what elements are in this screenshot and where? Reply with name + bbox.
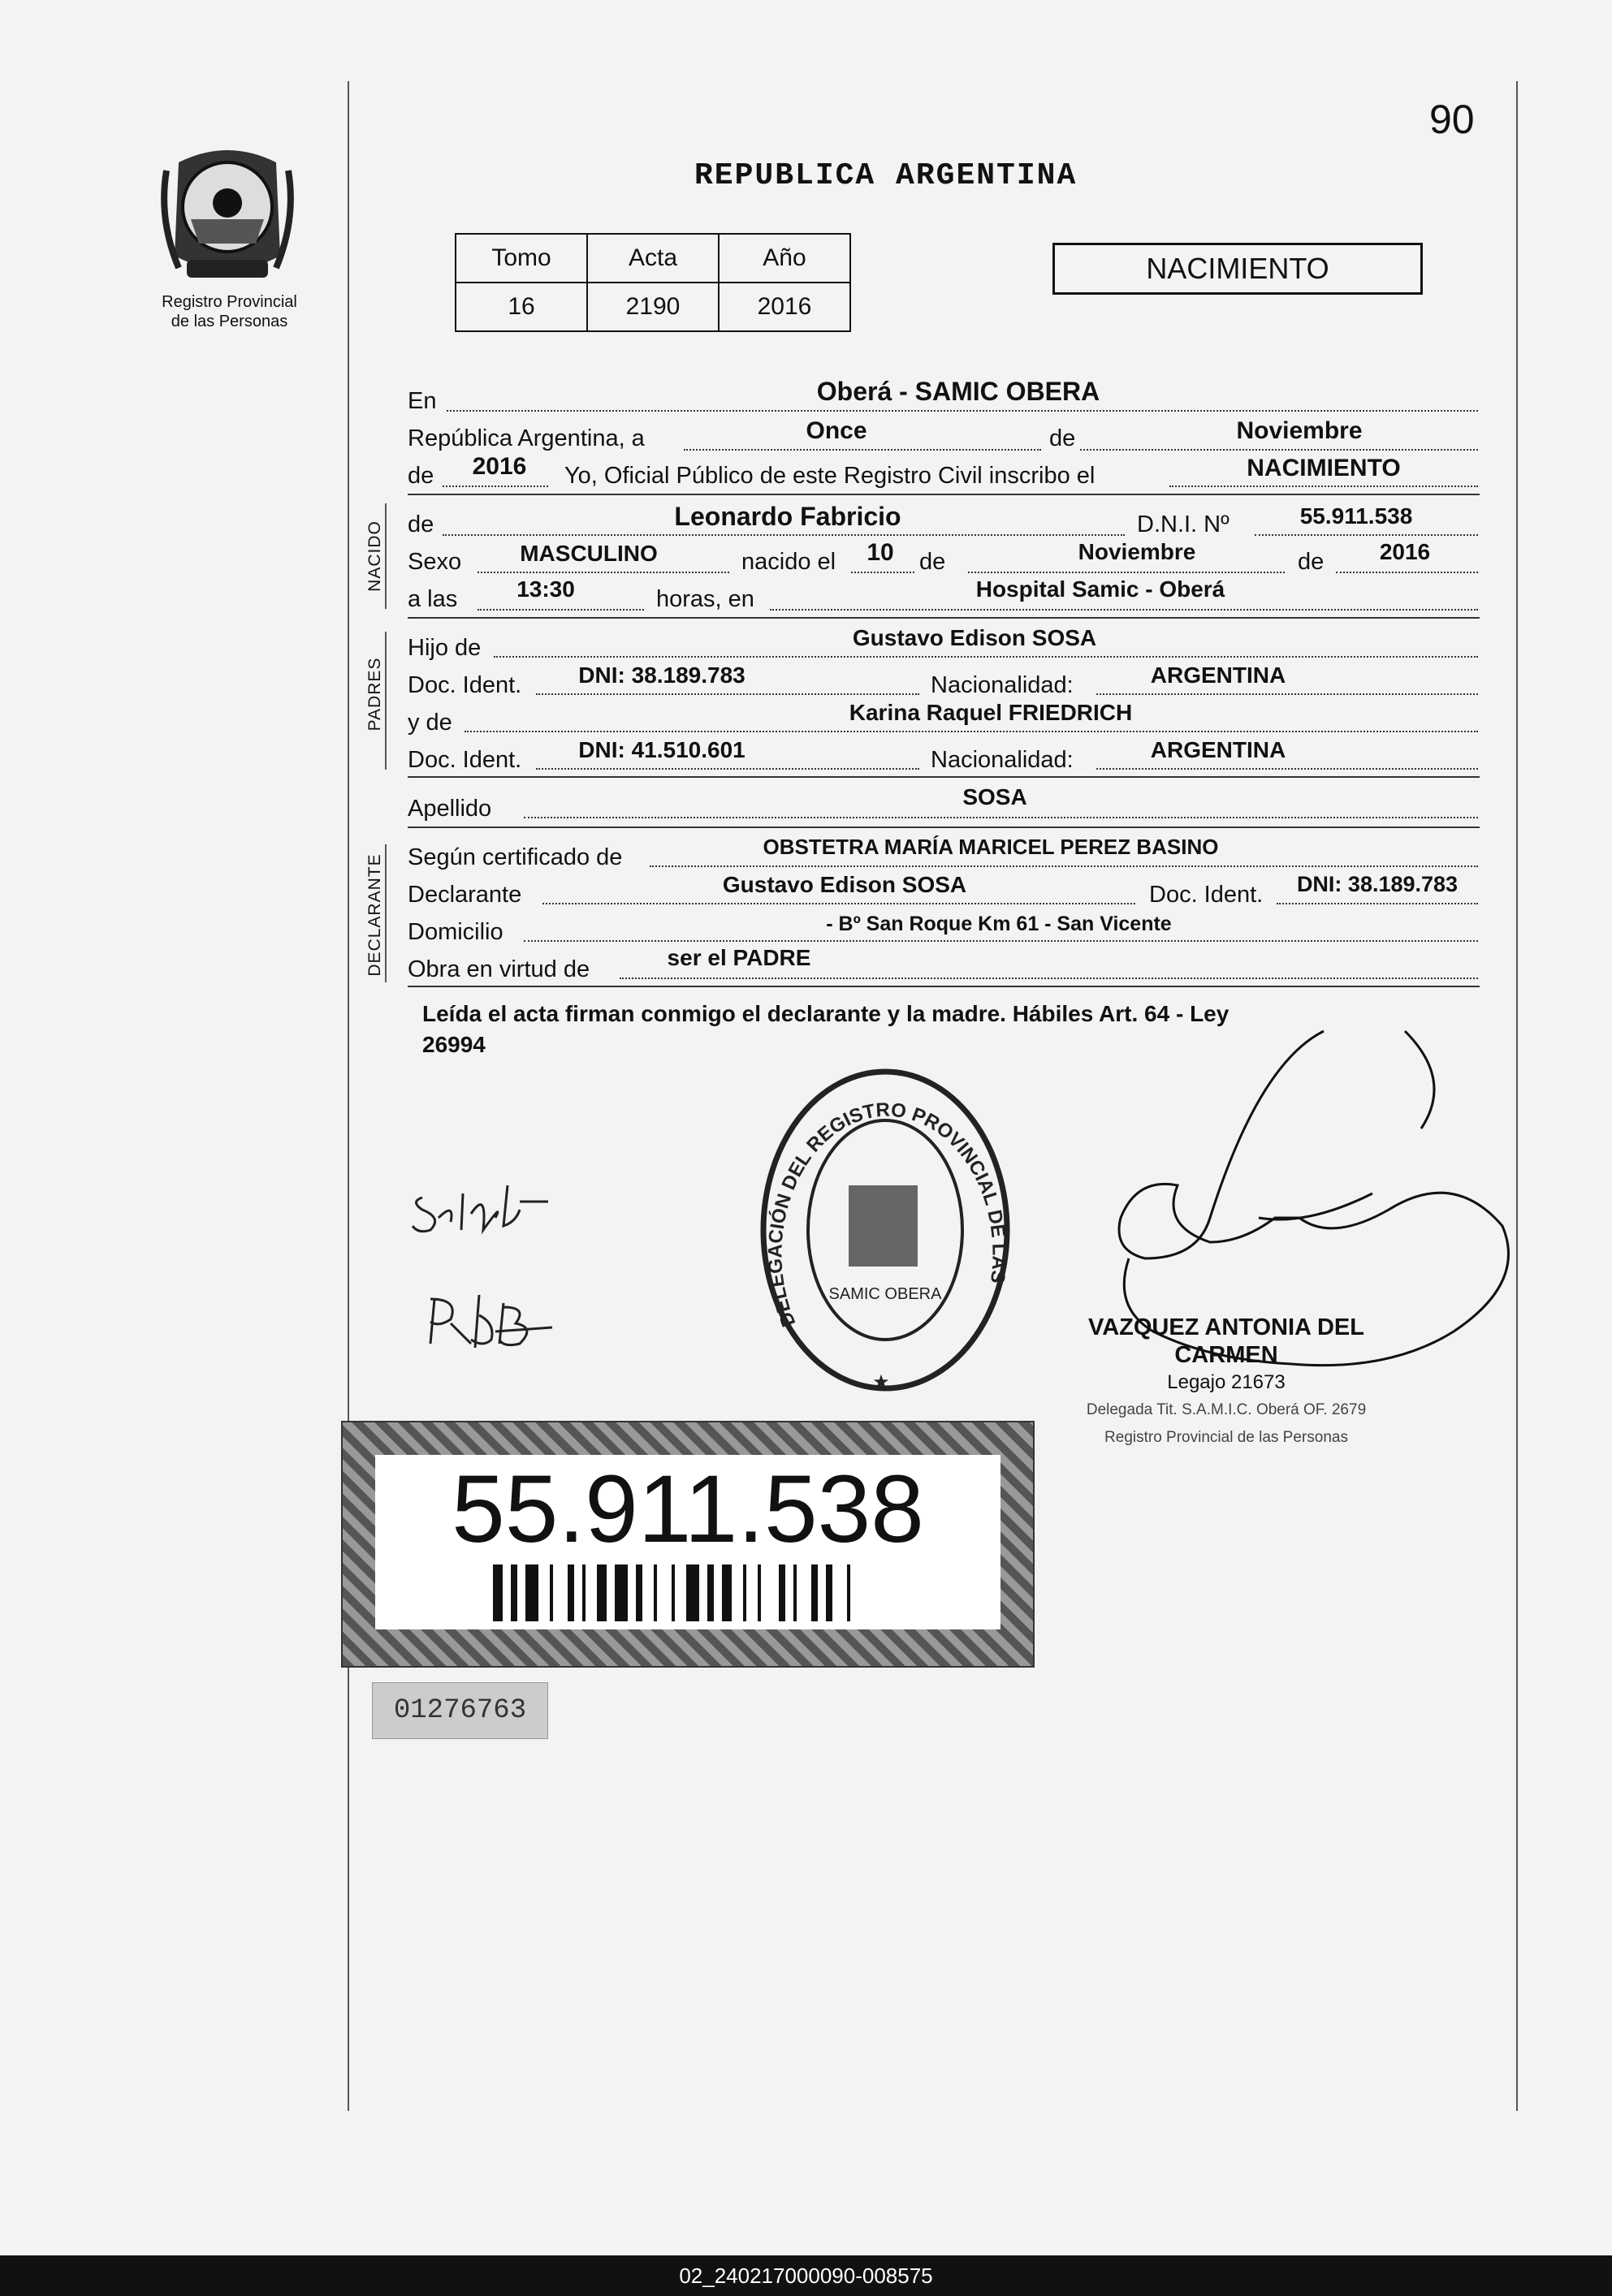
left-margin-line: [348, 81, 349, 2111]
dotline: [443, 534, 1125, 536]
anio-value: 2016: [719, 283, 850, 331]
dotline: [494, 656, 1478, 658]
dia-nac-value: 10: [867, 539, 894, 566]
barcode-bar: [743, 1564, 746, 1621]
madre-nac-value: ARGENTINA: [1150, 737, 1286, 762]
madre-doc-value: DNI: 41.510.601: [578, 737, 745, 762]
barcode-bar: [826, 1564, 832, 1621]
label-doc-ident: Doc. Ident.: [408, 747, 522, 773]
label-en: En: [408, 388, 437, 414]
section-label-padres: PADRES: [365, 657, 384, 732]
page-number: 90: [1429, 97, 1475, 142]
dotline: [620, 978, 1478, 979]
registry-line-2: de las Personas: [171, 313, 288, 330]
dotline: [447, 410, 1478, 412]
dotline: [968, 572, 1285, 573]
anio-nac-value: 2016: [1379, 539, 1431, 564]
separator: [408, 494, 1480, 495]
stamp-ring-text: DELEGACIÓN DEL REGISTRO PROVINCIAL DE LAS: [764, 1098, 1010, 1330]
mes-value: Noviembre: [1236, 417, 1363, 444]
label-a-las: a las: [408, 586, 458, 612]
label-apellido: Apellido: [408, 796, 492, 822]
barcode-bar: [582, 1564, 586, 1621]
dotline: [1336, 572, 1478, 573]
barcode-bar: [654, 1564, 657, 1621]
barcode-bar: [568, 1564, 574, 1621]
label-de: de: [1049, 425, 1076, 451]
label-de: de: [1298, 549, 1325, 575]
serial-number: 01276763: [372, 1682, 548, 1739]
barcode-inner-panel: [375, 1455, 1000, 1629]
barcode-bar: [493, 1564, 503, 1621]
barcode-bar: [758, 1564, 761, 1621]
dotline: [443, 486, 548, 487]
label-horas-en: horas, en: [656, 586, 754, 612]
tomo-acta-anio-table: [455, 233, 851, 332]
padre-nac-value: ARGENTINA: [1150, 662, 1286, 688]
anio-value: 2016: [472, 453, 527, 480]
barcode-bar: [525, 1564, 538, 1621]
dotline: [1255, 534, 1478, 536]
official-name: VAZQUEZ ANTONIA DEL CARMEN: [1088, 1314, 1364, 1368]
dotline: [1169, 486, 1478, 487]
label-de: de: [408, 463, 434, 489]
tomo-header: Tomo: [456, 234, 587, 283]
label-yo-oficial: Yo, Oficial Público de este Registro Civil inscribo el: [564, 463, 1096, 489]
label-de: de: [919, 549, 946, 575]
dotline: [536, 693, 919, 695]
label-nacido-el: nacido el: [741, 549, 836, 575]
certificado-value: OBSTETRA MARÍA MARICEL PEREZ BASINO: [763, 835, 1219, 859]
declarante-doc-value: DNI: 38.189.783: [1296, 872, 1459, 896]
barcode-bar: [636, 1564, 642, 1621]
label-doc-ident: Doc. Ident.: [1149, 882, 1264, 908]
dotline: [1096, 768, 1478, 770]
section-line: [385, 844, 387, 982]
hora-value: 13:30: [516, 576, 575, 602]
province-seal-logo: [158, 138, 296, 288]
label-declarante: Declarante: [408, 882, 522, 908]
section-label-declarante: DECLARANTE: [365, 853, 384, 977]
barcode-bar: [672, 1564, 675, 1621]
dotline: [650, 865, 1478, 867]
handwritten-signature-declarante: [406, 1169, 568, 1242]
label-nacionalidad: Nacionalidad:: [931, 672, 1074, 698]
acta-value: 2190: [587, 283, 719, 331]
separator: [408, 776, 1480, 778]
barcode-bar: [511, 1564, 517, 1621]
lugar-value: Oberá - SAMIC OBERA: [816, 377, 1100, 406]
domicilio-value: - Bº San Roque Km 61 - San Vicente: [826, 913, 1172, 935]
official-name-block: [1039, 1314, 1413, 1452]
padre-value: Gustavo Edison SOSA: [852, 625, 1097, 650]
dotline: [851, 572, 914, 573]
separator: [408, 986, 1480, 987]
dotline: [524, 817, 1478, 818]
dotline: [1080, 449, 1478, 451]
dotline: [478, 572, 729, 573]
mes-nac-value: Noviembre: [1078, 539, 1196, 564]
label-hijo-de: Hijo de: [408, 635, 482, 661]
nombre-value: Leonardo Fabricio: [674, 502, 901, 531]
dotline: [1096, 693, 1478, 695]
official-cargo: Delegada Tit. S.A.M.I.C. Oberá OF. 2679: [1086, 1401, 1367, 1418]
tomo-value: 16: [456, 283, 587, 331]
label-domicilio: Domicilio: [408, 919, 503, 945]
barcode-bar: [847, 1564, 850, 1621]
label-doc-ident: Doc. Ident.: [408, 672, 522, 698]
document-title: REPUBLICA ARGENTINA: [694, 158, 1078, 193]
sexo-value: MASCULINO: [520, 541, 658, 566]
barcode-bar: [597, 1564, 607, 1621]
official-legajo: Legajo 21673: [1167, 1371, 1286, 1393]
padre-doc-value: DNI: 38.189.783: [578, 662, 745, 688]
madre-value: Karina Raquel FRIEDRICH: [849, 700, 1133, 725]
label-republica: República Argentina, a: [408, 425, 645, 451]
barcode-bar: [615, 1564, 628, 1621]
file-name-bar: 02_240217000090-008575: [0, 2255, 1612, 2296]
barcode-bar: [722, 1564, 732, 1621]
acta-header: Acta: [587, 234, 719, 283]
handwritten-signature-madre: [422, 1283, 568, 1356]
record-type-box: NACIMIENTO: [1052, 243, 1423, 295]
section-line: [385, 503, 387, 609]
separator: [408, 826, 1480, 828]
dotline: [542, 903, 1135, 904]
dotline: [536, 768, 919, 770]
dotline: [478, 609, 644, 611]
barcode-label: [341, 1421, 1035, 1668]
dotline: [684, 449, 1041, 451]
barcode-icon: [493, 1564, 883, 1621]
dotline: [770, 609, 1478, 611]
registry-name: [138, 292, 321, 331]
dia-letras-value: Once: [806, 417, 867, 444]
dotline: [524, 940, 1478, 942]
label-dni: D.N.I. Nº: [1137, 511, 1230, 537]
barcode-bar: [793, 1564, 797, 1621]
apellido-value: SOSA: [962, 784, 1027, 809]
registry-line-1: Registro Provincial: [162, 293, 297, 311]
anio-header: Año: [719, 234, 850, 283]
separator: [408, 617, 1480, 619]
stamp-inner-text: SAMIC OBERA: [828, 1285, 942, 1303]
tipo-value: NACIMIENTO: [1247, 455, 1401, 481]
barcode-bar: [811, 1564, 818, 1621]
declarante-value: Gustavo Edison SOSA: [722, 872, 967, 897]
svg-text:★: ★: [872, 1371, 890, 1393]
dotline: [1277, 903, 1478, 904]
barcode-bar: [779, 1564, 785, 1621]
dotline: [465, 731, 1478, 732]
label-y-de: y de: [408, 710, 452, 736]
barcode-bar: [707, 1564, 714, 1621]
barcode-bar: [686, 1564, 699, 1621]
closing-line-2: 26994: [422, 1032, 486, 1057]
label-obra: Obra en virtud de: [408, 956, 590, 982]
label-sexo: Sexo: [408, 549, 462, 575]
section-line: [385, 632, 387, 770]
label-de: de: [408, 511, 434, 537]
label-nacionalidad: Nacionalidad:: [931, 747, 1074, 773]
barcode-number: 55.911.538: [452, 1456, 924, 1563]
barcode-bar: [550, 1564, 553, 1621]
obra-value: ser el PADRE: [667, 945, 811, 970]
section-label-nacido: NACIDO: [365, 520, 384, 592]
label-segun: Según certificado de: [408, 844, 623, 870]
official-registro: Registro Provincial de las Personas: [1104, 1429, 1348, 1446]
lugar-nac-value: Hospital Samic - Oberá: [975, 576, 1225, 602]
dni-value: 55.911.538: [1299, 503, 1413, 529]
closing-line-1: Leída el acta firman conmigo el declarante y la madre. Hábiles Art. 64 - Ley: [422, 1001, 1230, 1026]
